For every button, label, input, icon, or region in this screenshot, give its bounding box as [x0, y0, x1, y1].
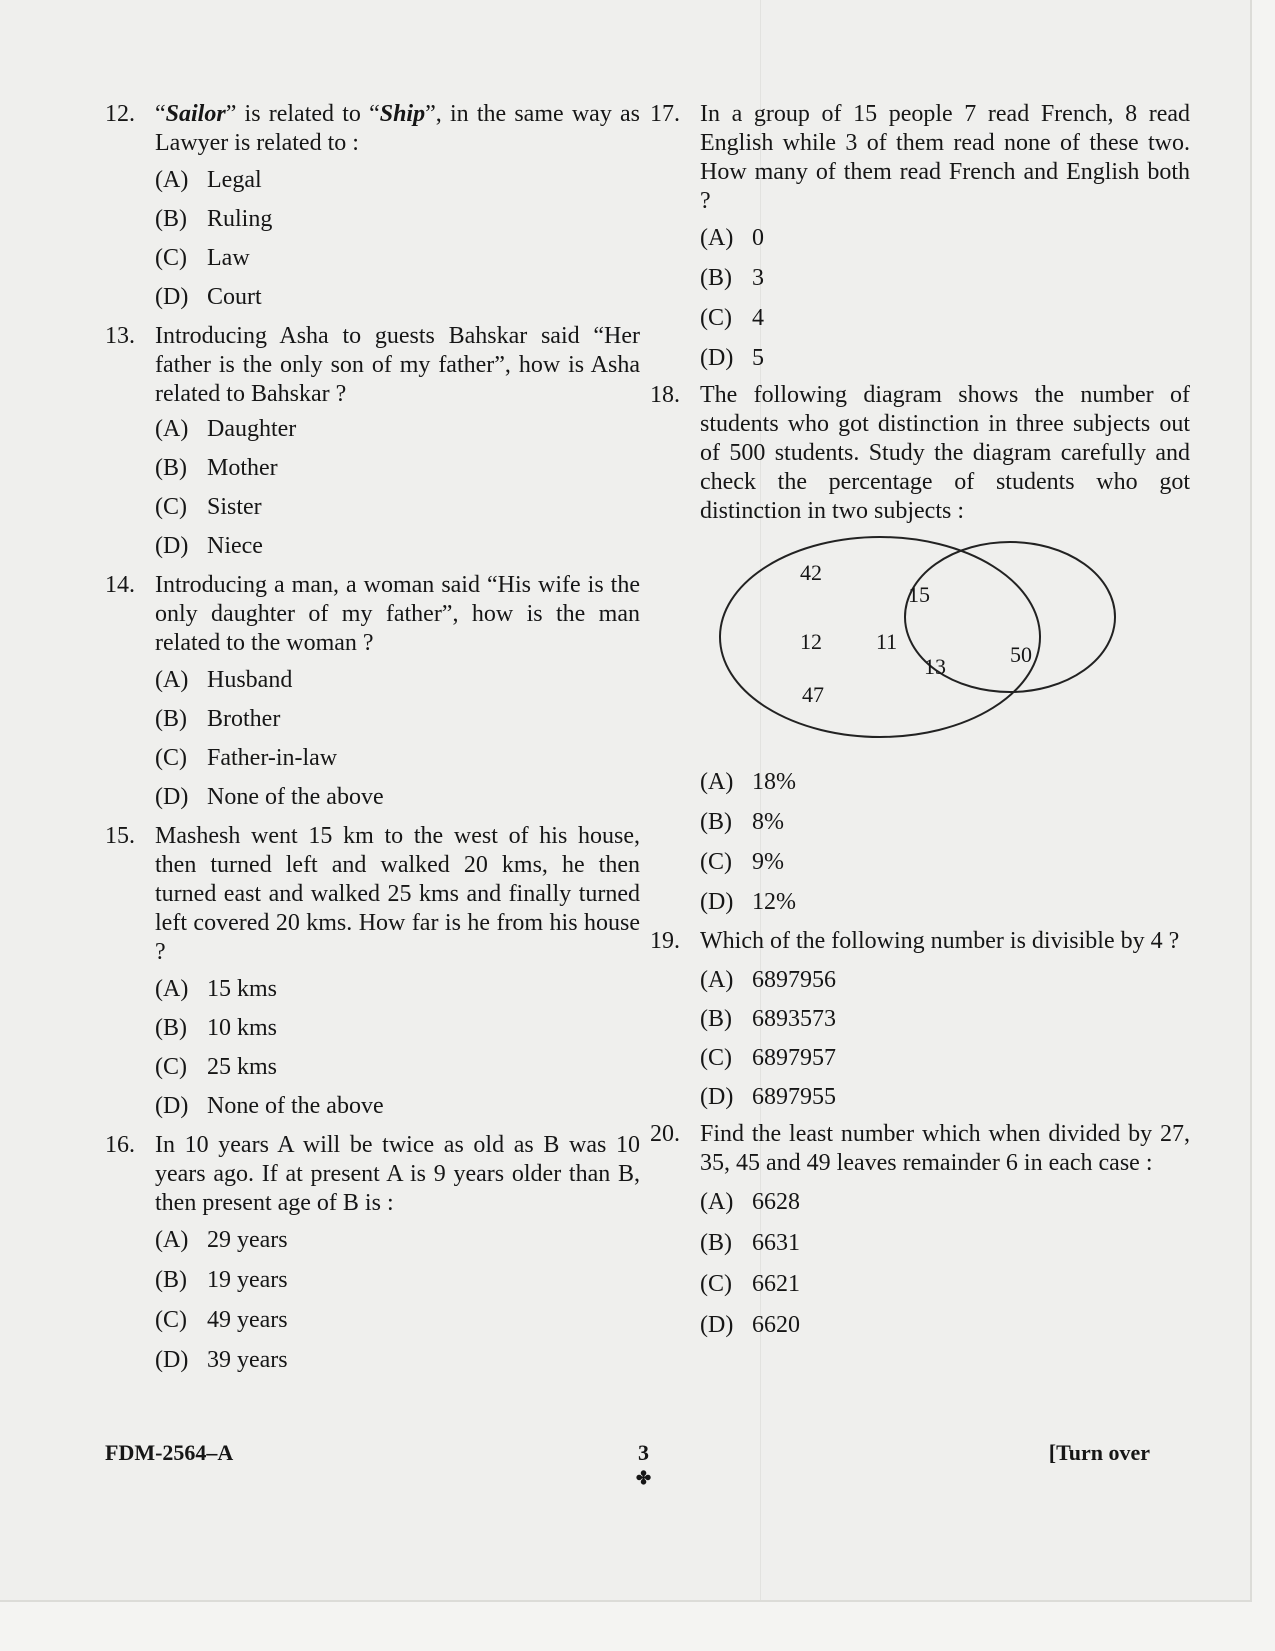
option-d: (D) 12%: [700, 889, 796, 915]
question-text: Mashesh went 15 km to the west of his house, then turned left and walked 20 kms, he then turned east and walked 25 kms and finally turned left covered 20 kms. How far is he from his house ?: [155, 823, 640, 965]
right-column: [650, 100, 1190, 1340]
option-d: (D) None of the above: [155, 1093, 384, 1119]
option-d: (D) 39 years: [155, 1347, 288, 1373]
option-c: (C) Sister: [155, 494, 262, 520]
venn-region-d: 11: [876, 629, 898, 654]
question-text: In a group of 15 people 7 read French, 8 read English while 3 of them read none of these two. How many of them read French and English both ?: [700, 101, 1190, 214]
question-number: 20.: [650, 1121, 680, 1147]
question-12: [105, 100, 640, 312]
option-d: (D) Niece: [155, 533, 263, 559]
venn-region-c: 12: [800, 629, 822, 654]
option-b: (B) Mother: [155, 455, 278, 481]
option-c: (C) Father-in-law: [155, 745, 338, 771]
question-text: Introducing Asha to guests Bahskar said “Her father is the only son of my father”, how is Asha related to Bahskar ?: [155, 323, 640, 407]
turn-over-label: [Turn over: [1048, 1440, 1150, 1465]
option-d: (D) 5: [700, 345, 764, 371]
option-d: (D) Court: [155, 284, 262, 310]
venn-region-a: 42: [800, 560, 822, 585]
question-text: In 10 years A will be twice as old as B was 10 years ago. If at present A is 9 years older than B, then present age of B is :: [155, 1132, 640, 1216]
question-number: 15.: [105, 823, 135, 849]
question-number: 12.: [105, 101, 135, 127]
question-number: 17.: [650, 101, 680, 127]
left-column: [105, 100, 640, 1375]
question-number: 14.: [105, 572, 135, 598]
question-number: 19.: [650, 928, 680, 954]
venn-region-b: 15: [908, 582, 930, 607]
option-b: (B) Ruling: [155, 206, 273, 232]
question-18: [650, 381, 1190, 917]
asterisk-icon: ✤: [636, 1468, 652, 1488]
venn-region-g: 47: [802, 682, 824, 707]
question-20: [650, 1120, 1190, 1340]
page-number: 3: [638, 1440, 649, 1465]
option-c: (C) 25 kms: [155, 1054, 278, 1080]
option-a: (A) 6897956: [700, 967, 836, 993]
venn-region-f: 13: [924, 654, 946, 679]
question-text: Which of the following number is divisible by 4 ?: [700, 928, 1180, 954]
option-c: (C) 6621: [700, 1271, 800, 1297]
question-14: [105, 571, 640, 812]
option-a: (A) Husband: [155, 667, 293, 693]
paper-code: FDM-2564–A: [105, 1440, 234, 1465]
question-text: Introducing a man, a woman said “His wife is the only daughter of my father”, how is the man related to the woman ?: [155, 572, 640, 656]
option-a: (A) Legal: [155, 167, 262, 193]
option-b: (B) Brother: [155, 706, 281, 732]
question-16: [105, 1131, 640, 1375]
option-a: (A) 18%: [700, 769, 796, 795]
option-c: (C) Law: [155, 245, 250, 271]
question-15: [105, 822, 640, 1121]
option-a: (A) 15 kms: [155, 976, 278, 1002]
option-b: (B) 19 years: [155, 1267, 288, 1293]
option-a: (A) 0: [700, 225, 764, 251]
option-b: (B) 6631: [700, 1230, 800, 1256]
option-a: (A) 6628: [700, 1189, 800, 1215]
option-c: (C) 4: [700, 305, 764, 331]
venn-diagram: [690, 532, 1160, 762]
option-d: (D) 6620: [700, 1312, 800, 1338]
option-c: (C) 9%: [700, 849, 784, 875]
option-d: (D) None of the above: [155, 784, 384, 810]
question-text: The following diagram shows the number of students who got distinction in three subjects out of 500 students. Study the diagram carefully and check the percentage of students who got distinction in two subjects :: [700, 382, 1190, 524]
question-19: [650, 927, 1190, 1112]
question-text: “Sailor” is related to “Ship”, in the same way as Lawyer is related to :: [155, 101, 641, 156]
option-b: (B) 10 kms: [155, 1015, 278, 1041]
option-d: (D) 6897955: [700, 1084, 836, 1110]
option-c: (C) 6897957: [700, 1045, 836, 1071]
option-a: (A) Daughter: [155, 416, 297, 442]
question-17: [650, 100, 1190, 373]
question-13: [105, 322, 640, 561]
option-b: (B) 8%: [700, 809, 784, 835]
option-c: (C) 49 years: [155, 1307, 288, 1333]
question-number: 13.: [105, 323, 135, 349]
option-b: (B) 6893573: [700, 1006, 836, 1032]
question-number: 18.: [650, 382, 680, 408]
venn-region-e: 50: [1010, 642, 1032, 667]
question-text: Find the least number which when divided by 27, 35, 45 and 49 leaves remainder 6 in each case :: [700, 1121, 1190, 1176]
option-a: (A) 29 years: [155, 1227, 288, 1253]
question-number: 16.: [105, 1132, 135, 1158]
option-b: (B) 3: [700, 265, 764, 291]
